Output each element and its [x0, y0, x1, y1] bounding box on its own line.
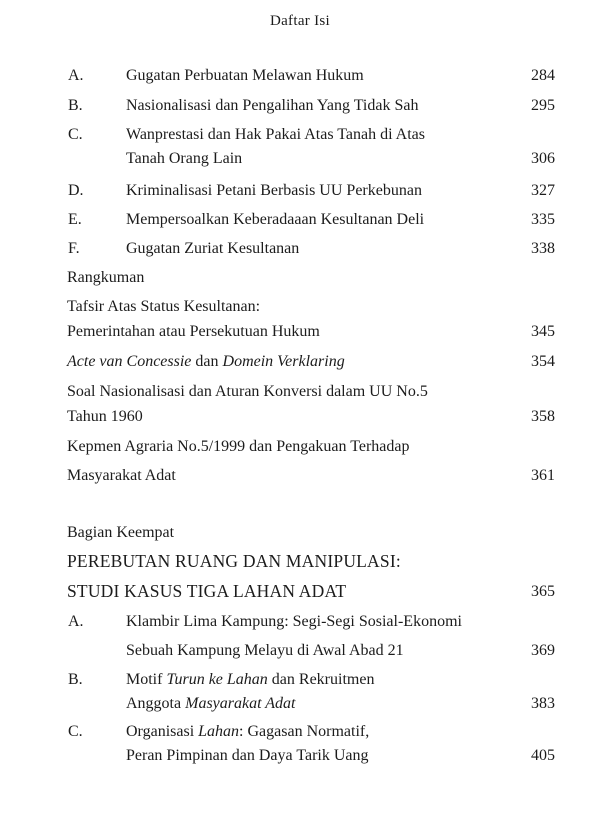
item-letter: C.	[68, 723, 83, 740]
part-title-line-2: STUDI KASUS TIGA LAHAN ADAT	[67, 581, 347, 601]
italic-term: Turun ke Lahan	[166, 671, 268, 688]
part-label: Bagian Keempat	[67, 524, 175, 541]
item-title-line-2: Peran Pimpinan dan Daya Tarik Uang	[126, 747, 369, 764]
page-number: 361	[531, 467, 555, 484]
title-text: Anggota	[126, 695, 186, 712]
entry-line-1	[67, 354, 345, 370]
part-title-line-1: PEREBUTAN RUANG DAN MANIPULASI:	[67, 551, 401, 571]
entry-line-1: Kepmen Agraria No.5/1999 dan Pengakuan Terhadap	[67, 438, 410, 455]
italic-term: Lahan	[198, 723, 240, 740]
item-title-line-2	[126, 696, 295, 712]
item-title-line-1: Klambir Lima Kampung: Segi-Segi Sosial-Ekonomi	[126, 613, 462, 630]
page-number: 338	[531, 240, 555, 257]
item-title: Gugatan Perbuatan Melawan Hukum	[126, 67, 364, 84]
item-letter: F.	[68, 240, 80, 257]
page-number: 354	[531, 353, 555, 370]
italic-term: Acte van Concessie	[67, 353, 192, 370]
italic-term: Masyarakat Adat	[185, 695, 296, 712]
item-title-line-2: Tanah Orang Lain	[126, 150, 243, 167]
page-number: 345	[531, 323, 555, 340]
item-title: Kriminalisasi Petani Berbasis UU Perkebunan	[126, 182, 422, 199]
item-title-line-2: Sebuah Kampung Melayu di Awal Abad 21	[126, 642, 404, 659]
page-number: 358	[531, 408, 555, 425]
item-title-line-1	[126, 724, 369, 740]
page-number: 306	[531, 150, 555, 167]
running-header: Daftar Isi	[269, 13, 331, 29]
item-title: Mempersoalkan Keberadaaan Kesultanan Deli	[126, 211, 425, 228]
page-number: 383	[531, 695, 555, 712]
title-text: Organisasi	[126, 723, 199, 740]
entry-line-2: Masyarakat Adat	[67, 467, 176, 484]
item-title-line-1	[126, 672, 374, 688]
item-letter: D.	[68, 182, 84, 199]
item-title: Nasionalisasi dan Pengalihan Yang Tidak Sah	[126, 97, 419, 114]
entry-line-1: Tafsir Atas Status Kesultanan:	[67, 298, 261, 315]
page-number: 327	[531, 182, 555, 199]
page-number: 369	[531, 642, 555, 659]
entry-line-2: Pemerintahan atau Persekutuan Hukum	[67, 323, 320, 340]
title-text: Motif	[126, 671, 167, 688]
italic-term: Domein Verklaring	[222, 353, 345, 370]
item-title: Gugatan Zuriat Kesultanan	[126, 240, 300, 257]
item-letter: A.	[68, 613, 84, 630]
page-number: 284	[531, 67, 555, 84]
item-letter: A.	[68, 67, 84, 84]
item-title-line-1: Wanprestasi dan Hak Pakai Atas Tanah di Atas	[126, 126, 426, 143]
title-text: : Gagasan Normatif,	[239, 723, 370, 740]
page-number: 365	[531, 583, 555, 600]
page-number: 335	[531, 211, 555, 228]
title-text: dan Rekruitmen	[267, 671, 375, 688]
page-number: 295	[531, 97, 555, 114]
item-letter: E.	[68, 211, 82, 228]
page-number: 405	[531, 747, 555, 764]
item-letter: B.	[68, 97, 83, 114]
rangkuman-heading: Rangkuman	[67, 269, 145, 286]
connector-text: dan	[191, 353, 223, 370]
item-letter: C.	[68, 126, 83, 143]
entry-line-1: Soal Nasionalisasi dan Aturan Konversi dalam UU No.5	[67, 383, 428, 400]
entry-line-2: Tahun 1960	[67, 408, 143, 425]
item-letter: B.	[68, 671, 83, 688]
